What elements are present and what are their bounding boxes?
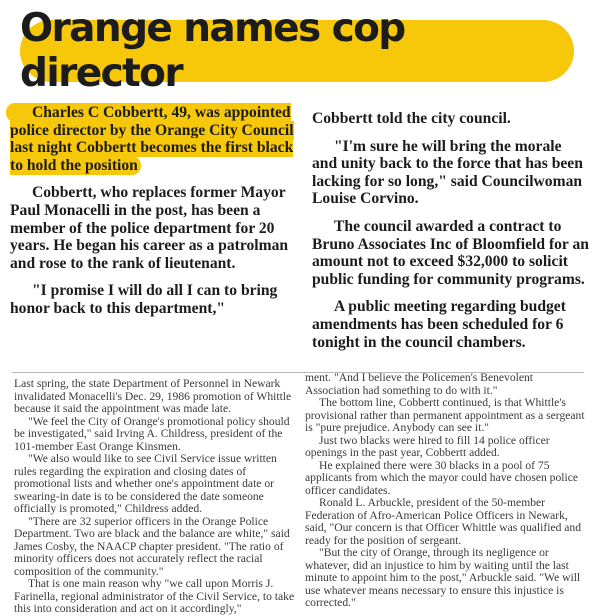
continuation-paragraph: Just two blacks were hired to fill 14 police officer openings in the past year, Cobbertt added. <box>305 433 550 459</box>
lead-paragraph-3: "I promise I will do all I can to bring honor back to this department," <box>10 282 278 317</box>
lead-paragraph-5: "I'm sure he will bring the morale and unity back to the force that has been lacking for so long," said Councilwoman Louise Corvino. <box>312 137 583 208</box>
continuation-paragraph: "But the city of Orange, through its negligence or whatever, did an injustice to him by waiting until the last minute to appoint him to the post," Arbuckle said. "We will use whatever means necessary to ensure this injustice is corrected." <box>305 546 581 609</box>
continuation-paragraph: Ronald L. Arbuckle, president of the 50-member Federation of Afro-American Police Officers in Newark, said, "Our concern is that Officer Whittle was qualified and ready for the position of sergeant. <box>305 496 582 547</box>
continuation-paragraph: "We feel the City of Orange's promotional policy should be investigated," said Irving A. Childress, president of the 101-member East Orange Kinsmen. <box>14 414 290 453</box>
continuation-paragraph: That is one main reason why "we call upon Morris J. Farinella, regional administrator of the Civil Service, to take this into consideration and act on it accordingly," <box>14 577 295 615</box>
lead-paragraph-7: A public meeting regarding budget amendments has been scheduled for 6 tonight in the council chambers. <box>312 298 566 351</box>
lead-paragraph <box>10 104 300 174</box>
lead-column-left <box>10 104 300 328</box>
continuation-paragraph: Last spring, the state Department of Personnel in Newark invalidated Monacelli's Dec. 29, 1986 promotion of Whittle because it said the appointment was made late. <box>14 377 292 415</box>
continuation-column-right <box>305 372 588 610</box>
continuation-paragraph: The bottom line, Cobbertt continued, is that Whittle's provisional rather than permanent appointment as a sergeant is "pure prejudice. Anybody can see it." <box>305 396 585 434</box>
continuation-paragraph: He explained there were 30 blacks in a pool of 75 applicants from which the mayor could have chosen police officer candidates. <box>305 458 579 497</box>
lead-paragraph-1: Charles C Cobbertt, 49, was appointed police director by the Orange City Council last night Cobbertt becomes the first black to hold the position <box>6 103 294 175</box>
headline: Orange names cop director <box>20 6 405 96</box>
continuation-column-left <box>14 378 298 616</box>
continuation-paragraph: "We also would like to see Civil Service issue written rules regarding the expiration and closing dates of promotional lists and whether one's appointment date or swearing-in date is to be considered the date someone officially is promoted," Childress added. <box>14 452 277 515</box>
lead-column-right <box>312 110 590 361</box>
lead-paragraph-2: Cobbertt, who replaces former Mayor Paul Monacelli in the post, has been a member of the police department for 20 years. He began his career as a patrolman and rose to the rank of lieutenant. <box>10 184 289 272</box>
continuation-paragraph: ment. "And I believe the Policemen's Benevolent Association had something to do with it." <box>305 371 534 397</box>
lead-paragraph-6: The council awarded a contract to Bruno Associates Inc of Bloomfield for an amount not to exceed $32,000 to solicit public funding for community programs. <box>312 217 589 288</box>
lead-paragraph-4: Cobbertt told the city council. <box>312 110 511 127</box>
headline-area <box>0 0 596 96</box>
continuation-paragraph: "There are 32 superior officers in the Orange Police Department. Two are black and the balance are white," said James Cosby, the NAACP chapter president. "The ratio of minority officers does not accurately reflect the racial composition of the community." <box>14 514 290 578</box>
